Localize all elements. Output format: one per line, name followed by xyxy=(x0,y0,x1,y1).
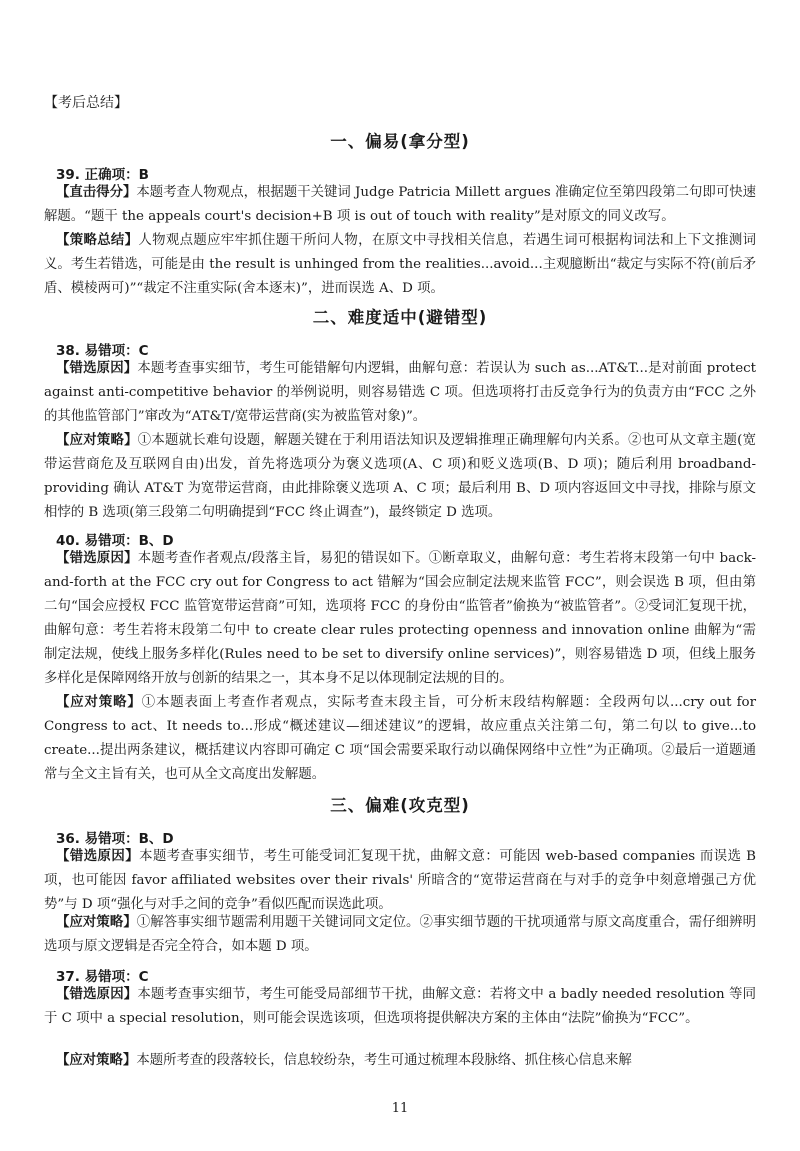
question-37-error-reason xyxy=(44,983,756,1031)
paragraph-text: ①解答事实细节题需利用题干关键词同文定位。②事实细节题的干扰项通常与原文高度重合，需仔细辨明选项与原文逻辑是否完全符合，如本题 D 项。 xyxy=(44,915,757,954)
paragraph-text: 本题所考查的段落较长，信息较纷杂，考生可通过梳理本段脉络、抓住核心信息来解 xyxy=(136,1053,632,1068)
question-40-heading: 40. 易错项：B、D xyxy=(56,533,174,549)
paragraph-text: 本题考查事实细节，考生可能受词汇复现干扰，曲解文意：可能因 web-based companies 而误选 B 项，也可能因 favor affiliated websites over their rivals' 所暗含的“宽带运营商在与对手的竞争中刻意增强己方优势”与 D 项“强化与对手之间的竞争”看似匹配而误选此项。 xyxy=(44,849,756,912)
section-heading-hard: 三、偏难(攻克型) xyxy=(330,796,470,815)
paragraph-text: 本题考查人物观点，根据题干关键词 Judge Patricia Millett argues 准确定位至第四段第二句即可快速解题。“题干 the appeals court's decision+B 项 is out of touch with reality”是对原文的同义改写。 xyxy=(44,185,757,224)
question-37-strategy xyxy=(44,1049,756,1073)
section-heading-medium: 二、难度适中(避错型) xyxy=(312,308,488,327)
paragraph-tag: 【应对策略】 xyxy=(56,695,142,710)
paragraph-tag: 【应对策略】 xyxy=(56,1053,137,1068)
paragraph-text: 本题考查事实细节，考生可能错解句内逻辑，曲解句意：若误认为 such as...AT&T...是对前面 protect against anti-competitive behavior 的举例说明，则容易错选 C 项。但选项将打击反竞争行为的负责方由“FCC 之外的其他监管部门”窜改为“AT&T/宽带运营商(实为被监管对象)”。 xyxy=(44,361,756,424)
paragraph-tag: 【错选原因】 xyxy=(56,551,138,566)
paragraph-tag: 【应对策略】 xyxy=(56,433,138,448)
section-heading-easy: 一、偏易(拿分型) xyxy=(330,132,470,151)
paragraph-tag: 【错选原因】 xyxy=(56,987,138,1002)
paragraph-tag: 【直击得分】 xyxy=(56,185,137,200)
question-38-heading: 38. 易错项：C xyxy=(56,343,149,359)
paragraph-text: ①本题就长难句设题，解题关键在于利用语法知识及逻辑推理正确理解句内关系。②也可从文章主题(宽带运营商危及互联网自由)出发，首先将选项分为褒义选项(A、C 项)和贬义选项(B、D 项)；随后利用 broadband-providing 确认 AT&T 为宽带运营商，由此排除褒义选项 A、C 项；最后利用 B、D 项内容返回文中寻找，排除与原文相悖的 B 选项(第三段第二句明确提到“FCC 终止调查”)，最终锁定 D 选项。 xyxy=(44,433,756,520)
summary-label: 【考后总结】 xyxy=(44,95,128,111)
question-36-error-reason xyxy=(44,845,756,917)
paragraph-tag: 【应对策略】 xyxy=(56,915,137,930)
question-36-strategy xyxy=(44,911,756,959)
question-37-heading: 37. 易错项：C xyxy=(56,969,149,985)
paragraph-text: 本题考查作者观点/段落主旨，易犯的错误如下。①断章取义，曲解句意：考生若将末段第一句中 back-and-forth at the FCC cry out for Congress to act 错解为“国会应制定法规来监管 FCC”，则会误选 B 项，但由第二句“国会应授权 FCC 监管宽带运营商”可知，选项将 FCC 的身份由“监管者”偷换为“被监管者”。②受词汇复现干扰，曲解句意：考生若将末段第二句中 to create clear rules protecting openness and innovation online 曲解为“需制定法规，使线上服务多样化(Rules need to be set to diversify online services)”，则容易错选 D 项，但线上服务多样化是保障网络开放与创新的结果之一，其本身不足以体现制定法规的目的。 xyxy=(44,551,756,686)
paragraph-text: ①本题表面上考查作者观点，实际考查末段主旨，可分析末段结构解题：全段两句以...cry out for Congress to act、It needs to...形成“概述建议—细述建议”的逻辑，故应重点关注第二句，第二句以 to give...to create...提出两条建议，概括建议内容即可确定 C 项“国会需要采取行动以确保网络中立性”为正确项。②最后一道题通常与全文主旨有关，也可从全文高度出发解题。 xyxy=(44,695,757,782)
paragraph-tag: 【策略总结】 xyxy=(56,233,139,248)
paragraph-tag: 【错选原因】 xyxy=(56,361,138,376)
paragraph-text: 人物观点题应牢牢抓住题干所问人物，在原文中寻找相关信息，若遇生词可根据构词法和上下文推测词义。考生若错选，可能是由 the result is unhinged from the realities...avoid...主观臆断出“裁定与实际不符(前后矛盾、模棱两可)”“裁定不注重实际(舍本逐末)”，进而误选 A、D 项。 xyxy=(44,233,757,296)
question-38-error-reason xyxy=(44,357,756,429)
question-36-heading: 36. 易错项：B、D xyxy=(56,831,174,847)
page-number: 11 xyxy=(391,1101,409,1116)
paragraph-tag: 【错选原因】 xyxy=(56,849,140,864)
question-40-strategy xyxy=(44,691,756,787)
question-39-strategy xyxy=(44,229,756,301)
question-39-heading: 39. 正确项：B xyxy=(56,167,149,183)
paragraph-text: 本题考查事实细节，考生可能受局部细节干扰，曲解文意：若将文中 a badly needed resolution 等同于 C 项中 a special resolution，则可能会误选该项，但选项将提供解决方案的主体由“法院”偷换为“FCC”。 xyxy=(44,987,757,1026)
question-38-strategy xyxy=(44,429,756,525)
question-40-error-reason xyxy=(44,547,756,691)
question-39-direct-score xyxy=(44,181,756,229)
